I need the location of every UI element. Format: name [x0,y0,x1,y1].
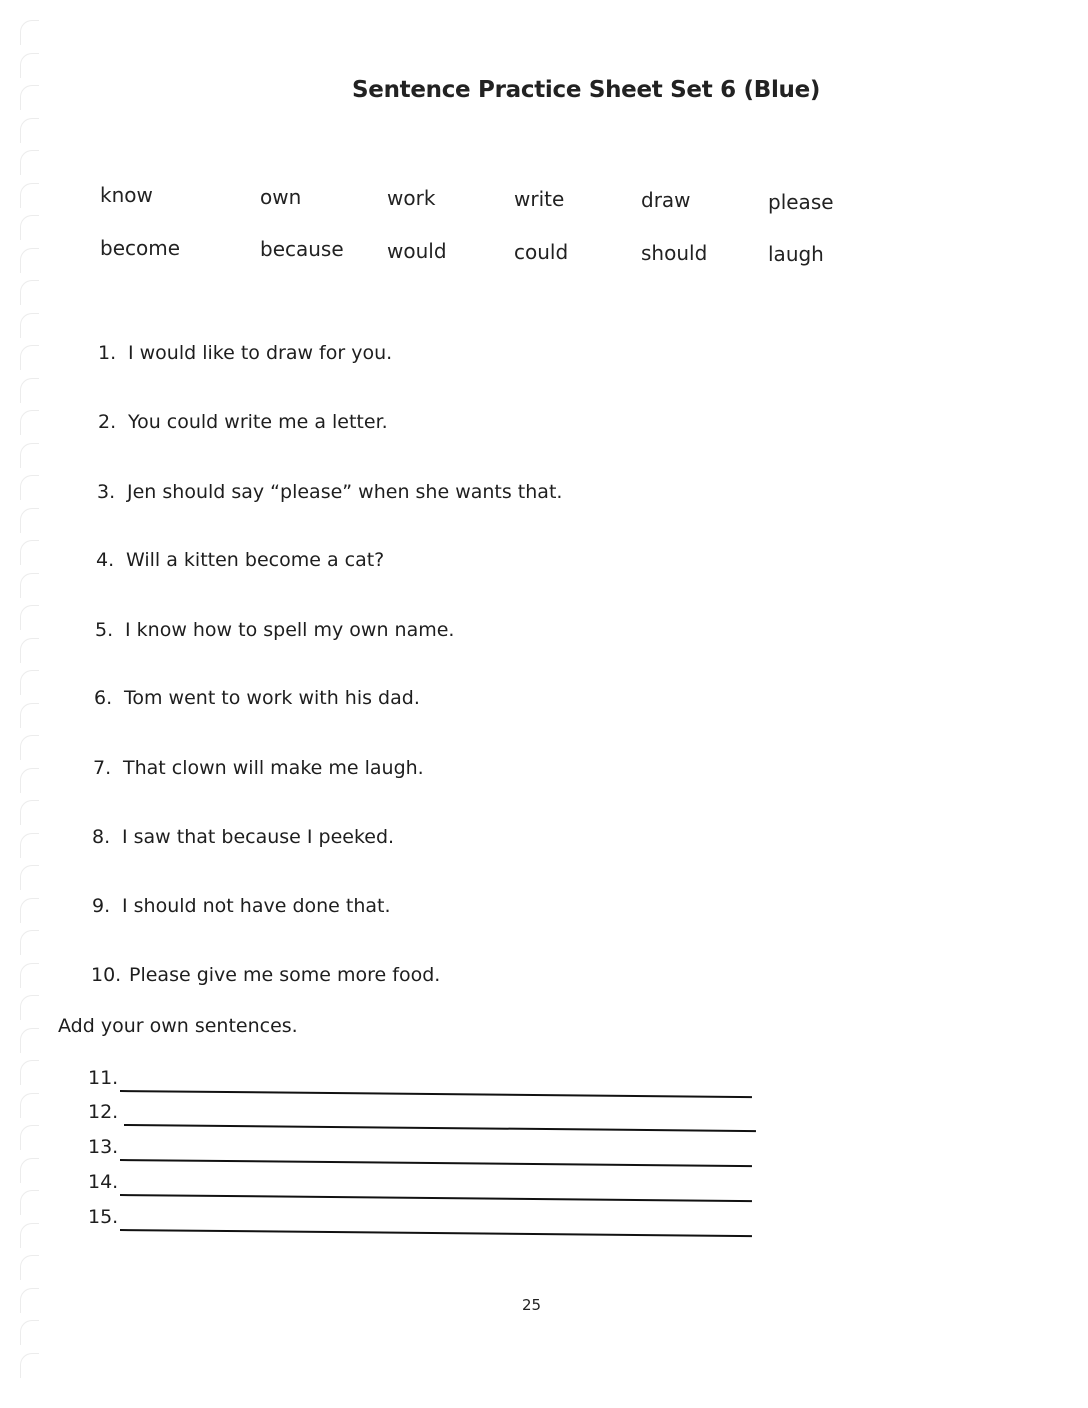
blank-line-number: 14. [88,1171,119,1193]
binding-ring-mark [20,248,39,273]
binding-ring-mark [20,118,39,143]
spiral-binding-marks [16,20,44,1390]
binding-ring-mark [20,963,39,988]
sentence-item [94,687,420,709]
word-bank-item: work [387,186,436,210]
binding-ring-mark [20,573,39,598]
word-bank-item: write [514,187,565,211]
binding-ring-mark [20,1158,39,1183]
word-bank-item: know [100,183,153,207]
sentence-item [92,895,391,917]
binding-ring-mark [20,410,39,435]
word-bank-item: would [387,239,447,263]
binding-ring-mark [20,898,39,923]
sentence-number: 8. [92,826,111,848]
binding-ring-mark [20,1060,39,1085]
sentence-text: That clown will make me laugh. [123,757,424,779]
sentence-number: 4. [96,549,115,571]
sentence-item [96,549,384,571]
binding-ring-mark [20,638,39,663]
sentence-item [97,481,562,503]
binding-ring-mark [20,540,39,565]
binding-ring-mark [20,1028,39,1053]
sentence-number: 7. [93,757,112,779]
sentence-item [98,342,392,364]
sentence-number: 10. [91,964,122,986]
binding-ring-mark [20,1190,39,1215]
writing-line[interactable] [120,1194,752,1202]
binding-ring-mark [20,20,39,45]
binding-ring-mark [20,1223,39,1248]
binding-ring-mark [20,215,39,240]
word-bank-item: laugh [768,242,824,266]
sentence-item [91,964,440,986]
binding-ring-mark [20,995,39,1020]
sentence-text: I saw that because I peeked. [122,826,395,848]
binding-ring-mark [20,183,39,208]
add-own-sentences-label: Add your own sentences. [58,1015,298,1037]
word-bank-item: should [641,241,708,265]
binding-ring-mark [20,703,39,728]
writing-line[interactable] [124,1124,756,1132]
blank-line-number: 13. [88,1136,119,1158]
sentence-number: 2. [98,411,117,433]
blank-line-number: 12. [88,1101,119,1123]
binding-ring-mark [20,378,39,403]
word-bank-item: because [260,237,344,261]
binding-ring-mark [20,1255,39,1280]
blank-line-number: 15. [88,1206,119,1228]
writing-line[interactable] [120,1229,752,1237]
writing-line[interactable] [120,1159,752,1167]
word-bank-item: could [514,240,569,264]
binding-ring-mark [20,605,39,630]
binding-ring-mark [20,1320,39,1345]
sentence-text: I know how to spell my own name. [125,619,455,641]
binding-ring-mark [20,1353,39,1378]
binding-ring-mark [20,85,39,110]
binding-ring-mark [20,443,39,468]
sentence-number: 9. [92,895,111,917]
binding-ring-mark [20,670,39,695]
word-bank-item: become [100,236,181,260]
binding-ring-mark [20,930,39,955]
sentence-number: 1. [98,342,117,364]
sentence-item [93,757,424,779]
sentence-text: I would like to draw for you. [128,342,393,364]
sentence-number: 3. [97,481,116,503]
binding-ring-mark [20,735,39,760]
sentence-text: Will a kitten become a cat? [126,549,385,571]
binding-ring-mark [20,53,39,78]
word-bank-item: draw [641,188,691,212]
sentence-item [95,619,454,641]
word-bank-item: own [260,185,302,209]
binding-ring-mark [20,345,39,370]
page-number: 25 [522,1296,542,1314]
binding-ring-mark [20,313,39,338]
sentence-text: Jen should say “please” when she wants that. [127,481,563,503]
sentence-item [98,411,388,433]
binding-ring-mark [20,833,39,858]
page-title: Sentence Practice Sheet Set 6 (Blue) [352,77,821,103]
binding-ring-mark [20,508,39,533]
sentence-item [92,826,394,848]
binding-ring-mark [20,1093,39,1118]
sentence-number: 5. [95,619,114,641]
sentence-number: 6. [94,687,113,709]
sentence-text: You could write me a letter. [128,411,388,433]
binding-ring-mark [20,475,39,500]
binding-ring-mark [20,1288,39,1313]
binding-ring-mark [20,768,39,793]
blank-line-number: 11. [88,1067,119,1089]
writing-line[interactable] [120,1090,752,1098]
binding-ring-mark [20,865,39,890]
binding-ring-mark [20,1125,39,1150]
sentence-text: Tom went to work with his dad. [124,687,420,709]
word-bank-item: please [768,190,834,214]
binding-ring-mark [20,150,39,175]
binding-ring-mark [20,800,39,825]
sentence-text: I should not have done that. [122,895,391,917]
binding-ring-mark [20,280,39,305]
sentence-text: Please give me some more food. [129,964,441,986]
